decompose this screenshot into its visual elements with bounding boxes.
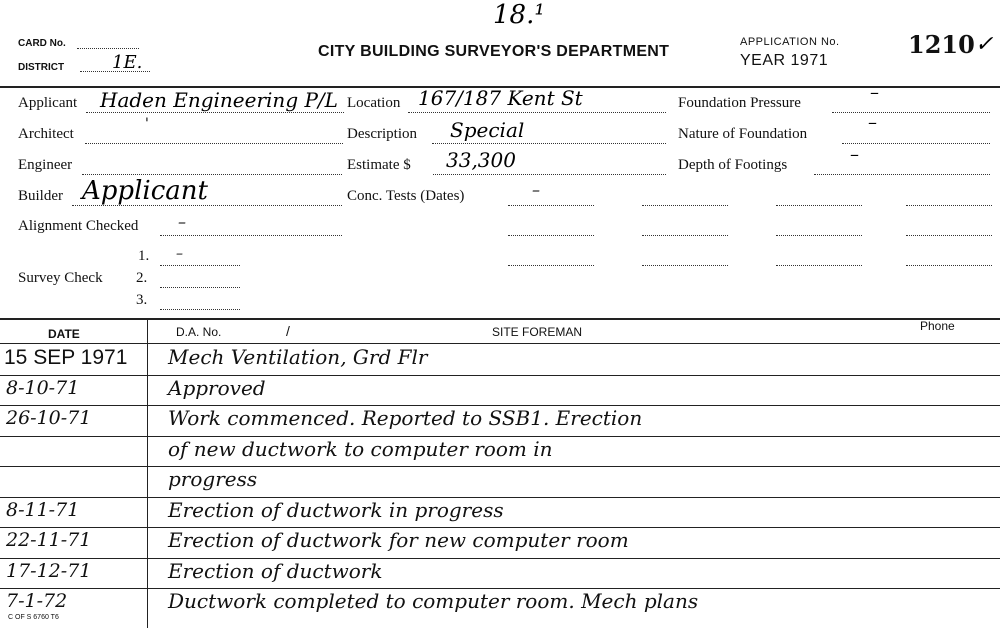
conc-line-10	[906, 205, 992, 206]
row-rule	[0, 466, 1000, 467]
row-rule	[0, 375, 1000, 376]
conc-line-11	[906, 235, 992, 236]
conc-line-2	[508, 235, 594, 236]
check-mark: ✓	[975, 32, 994, 57]
architect-line	[85, 143, 343, 144]
survey-1-label: 1.	[138, 248, 150, 264]
site-foreman-header: SITE FOREMAN	[492, 325, 583, 339]
depth-line	[814, 174, 990, 175]
description-line	[432, 143, 666, 144]
builder-label: Builder	[18, 188, 63, 204]
survey-1-line	[160, 265, 240, 266]
survey-1-value: –	[176, 246, 183, 262]
conc-tests-value: –	[532, 180, 540, 199]
foundation-pressure-line	[832, 112, 990, 113]
estimate-line	[433, 174, 666, 175]
row-date: 22-11-71	[6, 529, 92, 551]
row-date: 8-11-71	[6, 498, 80, 521]
row-entry: Erection of ductwork	[168, 558, 383, 583]
location-label: Location	[347, 95, 401, 111]
description-value: Special	[450, 118, 525, 142]
conc-line-8	[776, 235, 862, 236]
depth-of-footings-label: Depth of Footings	[678, 157, 788, 173]
conc-line-9	[776, 265, 862, 266]
application-number: 1210	[908, 30, 975, 59]
alignment-checked-label: Alignment Checked	[18, 218, 139, 234]
location-line	[408, 112, 666, 113]
top-page-mark: 18.¹	[493, 0, 545, 30]
row-entry: Mech Ventilation, Grd Flr	[168, 345, 428, 369]
estimate-label: Estimate $	[347, 157, 411, 173]
conc-line-3	[508, 265, 594, 266]
survey-3-line	[160, 309, 240, 310]
phone-header: Phone	[920, 319, 955, 333]
depth-of-footings-value: –	[850, 144, 859, 165]
row-date: 17-12-71	[6, 559, 92, 582]
applicant-line	[86, 112, 344, 113]
date-column-divider	[147, 318, 148, 628]
nature-line	[842, 143, 990, 144]
row-date: 7-1-72	[6, 590, 68, 612]
application-label: APPLICATION No.	[740, 36, 840, 48]
row-entry: Erection of ductwork for new computer room	[168, 528, 629, 552]
row-entry: Work commenced. Reported to SSB1. Erection	[168, 406, 643, 430]
estimate-value: 33,300	[446, 148, 516, 172]
card-no-label: CARD No.	[18, 38, 66, 49]
nature-of-foundation-value: –	[868, 112, 877, 133]
da-no-header: D.A. No.	[176, 325, 222, 339]
survey-3-label: 3.	[136, 292, 148, 308]
row-entry: Erection of ductwork in progress	[168, 497, 504, 522]
survey-2-label: 2.	[136, 270, 148, 286]
log-top-border	[0, 318, 1000, 320]
conc-line-6	[642, 265, 728, 266]
alignment-line	[160, 235, 342, 236]
row-entry: Approved	[168, 375, 266, 400]
row-date: 26-10-71	[6, 407, 92, 429]
date-header: DATE	[48, 327, 80, 341]
survey-check-label: Survey Check	[18, 270, 103, 286]
engineer-label: Engineer	[18, 157, 73, 173]
builder-value: Applicant	[82, 176, 208, 206]
description-label: Description	[347, 126, 417, 142]
conc-line-1	[508, 205, 594, 206]
row-date: 8-10-71	[6, 376, 80, 399]
header-bottom-border	[0, 343, 1000, 344]
conc-line-7	[776, 205, 862, 206]
nature-of-foundation-label: Nature of Foundation	[678, 126, 808, 142]
year-label: YEAR 1971	[740, 52, 829, 69]
conc-line-4	[642, 205, 728, 206]
conc-line-5	[642, 235, 728, 236]
district-value: 1E.	[112, 52, 143, 73]
row-date: 15 SEP 1971	[4, 346, 128, 369]
conc-line-12	[906, 265, 992, 266]
location-value: 167/187 Kent St	[418, 86, 583, 110]
conc-tests-label: Conc. Tests (Dates)	[347, 188, 465, 204]
architect-label: Architect	[18, 126, 74, 142]
alignment-value: –	[178, 212, 186, 231]
applicant-label: Applicant	[18, 95, 78, 111]
card-no-line	[77, 48, 139, 49]
engineer-line	[82, 174, 342, 175]
form-code: C OF S 6760 T6	[8, 614, 59, 621]
foundation-pressure-label: Foundation Pressure	[678, 95, 801, 111]
survey-2-line	[160, 287, 240, 288]
applicant-value: Haden Engineering P/L	[100, 88, 338, 112]
foundation-pressure-value: –	[870, 82, 879, 103]
row-entry: progress	[168, 467, 258, 491]
district-label: DISTRICT	[18, 62, 65, 73]
da-slash: /	[286, 323, 290, 339]
row-entry: of new ductwork to computer room in	[168, 436, 553, 461]
architect-value: '	[145, 116, 149, 132]
row-rule	[0, 558, 1000, 559]
department-title: CITY BUILDING SURVEYOR'S DEPARTMENT	[318, 43, 670, 60]
row-entry: Ductwork completed to computer room. Mech plans	[168, 589, 699, 613]
